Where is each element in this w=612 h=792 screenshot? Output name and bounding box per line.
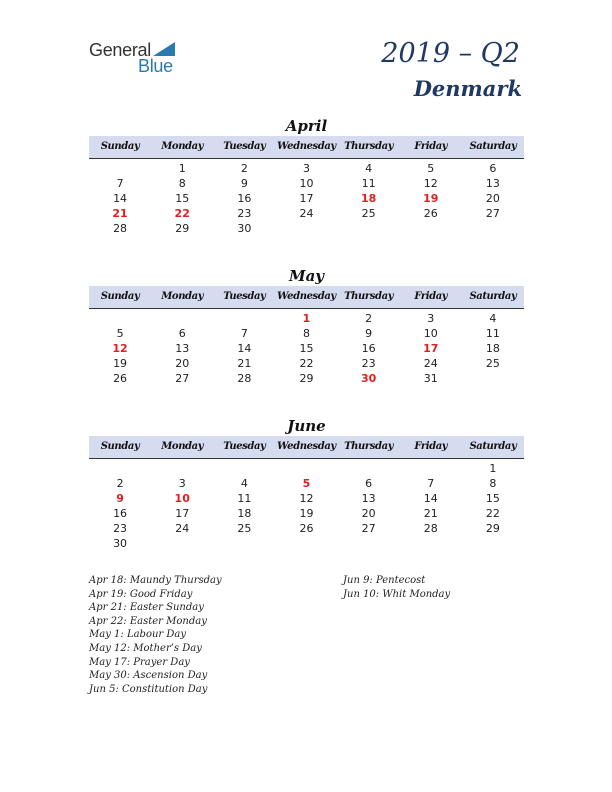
weekday-label: Sunday: [100, 441, 140, 452]
day-cell: [89, 311, 151, 326]
month-grid: [89, 161, 524, 236]
month-june: [89, 416, 524, 551]
day-cell: 2: [240, 162, 248, 175]
week-row: [89, 176, 524, 191]
week-row: [89, 341, 524, 356]
day-cell: 19: [113, 357, 128, 370]
day-cell: 14: [113, 192, 128, 205]
month-may: [89, 266, 524, 386]
day-cell: 11: [361, 177, 376, 190]
day-cell: 13: [485, 177, 500, 190]
day-cell: 9: [240, 177, 248, 190]
day-cell: [462, 536, 524, 551]
day-cell: 13: [175, 342, 190, 355]
day-cell: 6: [365, 477, 373, 490]
day-cell: 25: [361, 207, 376, 220]
day-cell: 19: [299, 507, 314, 520]
country-name: Denmark: [413, 76, 522, 101]
holiday-list-left: [89, 574, 222, 696]
day-cell: 15: [175, 192, 190, 205]
holiday-day-cell: 19: [423, 192, 439, 205]
day-cell: 28: [113, 222, 128, 235]
week-row: [89, 206, 524, 221]
day-cell: 6: [178, 327, 186, 340]
weekday-label: Monday: [161, 441, 204, 452]
day-cell: 10: [423, 327, 438, 340]
week-row: [89, 326, 524, 341]
day-cell: 12: [423, 177, 438, 190]
day-cell: 3: [427, 312, 435, 325]
holiday-day-cell: 9: [116, 492, 124, 505]
day-cell: 2: [116, 477, 124, 490]
day-cell: 10: [299, 177, 314, 190]
day-cell: 27: [361, 522, 376, 535]
week-row: [89, 506, 524, 521]
holiday-entry: Jun 5: Constitution Day: [89, 683, 208, 695]
day-cell: 22: [485, 507, 500, 520]
holiday-entry: Apr 21: Easter Sunday: [89, 602, 204, 614]
day-cell: 2: [365, 312, 373, 325]
day-cell: 21: [423, 507, 438, 520]
day-cell: 28: [237, 372, 252, 385]
day-cell: 14: [423, 492, 438, 505]
weekday-label: Saturday: [469, 291, 517, 302]
logo-blue-text: Blue: [138, 56, 173, 76]
day-cell: 1: [178, 162, 186, 175]
day-cell: [338, 536, 400, 551]
weekday-label: Friday: [414, 291, 448, 302]
holiday-entry: May 1: Labour Day: [89, 629, 186, 641]
day-cell: 3: [302, 162, 310, 175]
month-name: May: [288, 267, 325, 285]
day-cell: 31: [423, 372, 438, 385]
week-row: [89, 221, 524, 236]
day-cell: 30: [113, 537, 128, 550]
holiday-day-cell: 21: [112, 207, 128, 220]
day-cell: [275, 536, 337, 551]
week-row: [89, 191, 524, 206]
logo-general-text: General: [89, 40, 151, 60]
day-cell: 24: [423, 357, 438, 370]
month-grid: [89, 461, 524, 551]
day-cell: [462, 371, 524, 386]
day-cell: [338, 461, 400, 476]
month-grid: [89, 311, 524, 386]
day-cell: 23: [113, 522, 128, 535]
weekday-header: [89, 136, 524, 159]
day-cell: 18: [237, 507, 252, 520]
day-cell: 11: [237, 492, 252, 505]
day-cell: 24: [175, 522, 190, 535]
day-cell: 11: [485, 327, 500, 340]
day-cell: 13: [361, 492, 376, 505]
weekday-label: Wednesday: [277, 141, 336, 152]
holiday-day-cell: 12: [112, 342, 128, 355]
weekday-label: Thursday: [344, 441, 394, 452]
day-cell: 7: [427, 477, 435, 490]
logo-triangle-icon: [153, 42, 175, 56]
day-cell: 5: [116, 327, 124, 340]
day-cell: 12: [299, 492, 314, 505]
day-cell: 9: [365, 327, 373, 340]
day-cell: 27: [175, 372, 190, 385]
day-cell: 20: [485, 192, 500, 205]
day-cell: 28: [423, 522, 438, 535]
day-cell: [151, 461, 213, 476]
day-cell: [400, 536, 462, 551]
weekday-header: [89, 286, 524, 309]
day-cell: 24: [299, 207, 314, 220]
day-cell: [213, 461, 275, 476]
day-cell: 21: [237, 357, 252, 370]
day-cell: 25: [485, 357, 500, 370]
weekday-label: Saturday: [469, 141, 517, 152]
holiday-list-right: [343, 574, 450, 601]
day-cell: 20: [361, 507, 376, 520]
week-row: [89, 536, 524, 551]
day-cell: 29: [485, 522, 500, 535]
day-cell: 16: [361, 342, 376, 355]
weekday-label: Sunday: [100, 141, 140, 152]
day-cell: 22: [299, 357, 314, 370]
day-cell: 17: [175, 507, 190, 520]
weekday-label: Friday: [414, 441, 448, 452]
weekday-label: Tuesday: [223, 441, 266, 452]
holiday-entry: Apr 18: Maundy Thursday: [89, 575, 222, 586]
weekday-label: Saturday: [469, 441, 517, 452]
month-name: April: [285, 117, 328, 135]
weekday-label: Wednesday: [277, 441, 336, 452]
weekday-label: Wednesday: [277, 291, 336, 302]
weekday-label: Friday: [414, 141, 448, 152]
holiday-entry: Apr 22: Easter Monday: [89, 615, 207, 627]
week-row: [89, 521, 524, 536]
day-cell: 16: [237, 192, 252, 205]
week-row: [89, 461, 524, 476]
day-cell: [89, 161, 151, 176]
day-cell: 7: [240, 327, 248, 340]
holiday-day-cell: 5: [302, 477, 311, 490]
day-cell: 15: [485, 492, 500, 505]
weekday-label: Thursday: [344, 141, 394, 152]
holiday-day-cell: 30: [360, 372, 377, 385]
day-cell: 1: [489, 462, 497, 475]
day-cell: [213, 536, 275, 551]
week-row: [89, 161, 524, 176]
month-april: [89, 116, 524, 236]
weekday-label: Tuesday: [223, 291, 266, 302]
weekday-label: Tuesday: [223, 141, 266, 152]
day-cell: 16: [113, 507, 128, 520]
day-cell: 26: [299, 522, 314, 535]
weekday-label: Monday: [161, 141, 204, 152]
day-cell: [462, 221, 524, 236]
day-cell: 20: [175, 357, 190, 370]
day-cell: 25: [237, 522, 252, 535]
day-cell: [400, 461, 462, 476]
day-cell: 4: [365, 162, 373, 175]
day-cell: 26: [113, 372, 128, 385]
month-name: June: [287, 417, 326, 435]
day-cell: 4: [489, 312, 497, 325]
day-cell: 8: [489, 477, 497, 490]
day-cell: 26: [423, 207, 438, 220]
page-title: 2019 – Q2: [381, 38, 520, 69]
weekday-label: Monday: [161, 291, 204, 302]
week-row: [89, 356, 524, 371]
day-cell: [275, 461, 337, 476]
logo: [89, 40, 189, 76]
weekday-header: [89, 436, 524, 459]
week-row: [89, 476, 524, 491]
holiday-entry: Apr 19: Good Friday: [89, 588, 193, 600]
day-cell: 6: [489, 162, 497, 175]
day-cell: 15: [299, 342, 314, 355]
holiday-entry: May 17: Prayer Day: [89, 656, 190, 668]
day-cell: 27: [485, 207, 500, 220]
day-cell: 14: [237, 342, 252, 355]
day-cell: 30: [237, 222, 252, 235]
holiday-day-cell: 22: [174, 207, 190, 220]
day-cell: 7: [116, 177, 124, 190]
day-cell: [89, 461, 151, 476]
day-cell: 23: [361, 357, 376, 370]
day-cell: 5: [427, 162, 435, 175]
holiday-entry: Jun 9: Pentecost: [343, 575, 426, 586]
week-row: [89, 371, 524, 386]
holiday-entry: Jun 10: Whit Monday: [343, 588, 451, 600]
week-row: [89, 491, 524, 506]
day-cell: 3: [178, 477, 186, 490]
holiday-day-cell: 18: [360, 192, 377, 205]
day-cell: [400, 221, 462, 236]
day-cell: [151, 536, 213, 551]
day-cell: 8: [302, 327, 310, 340]
day-cell: 23: [237, 207, 252, 220]
holiday-day-cell: 10: [174, 492, 190, 505]
day-cell: [338, 221, 400, 236]
day-cell: 18: [485, 342, 500, 355]
weekday-label: Thursday: [344, 291, 394, 302]
day-cell: 29: [175, 222, 190, 235]
day-cell: [213, 311, 275, 326]
day-cell: [275, 221, 337, 236]
day-cell: 29: [299, 372, 314, 385]
day-cell: 17: [299, 192, 314, 205]
holiday-day-cell: 17: [423, 342, 439, 355]
holiday-day-cell: 1: [302, 312, 311, 325]
weekday-label: Sunday: [100, 291, 140, 302]
day-cell: [151, 311, 213, 326]
day-cell: 8: [178, 177, 186, 190]
day-cell: 4: [240, 477, 248, 490]
holiday-entry: May 30: Ascension Day: [89, 670, 208, 682]
holiday-entry: May 12: Mother’s Day: [89, 642, 202, 654]
week-row: [89, 311, 524, 326]
